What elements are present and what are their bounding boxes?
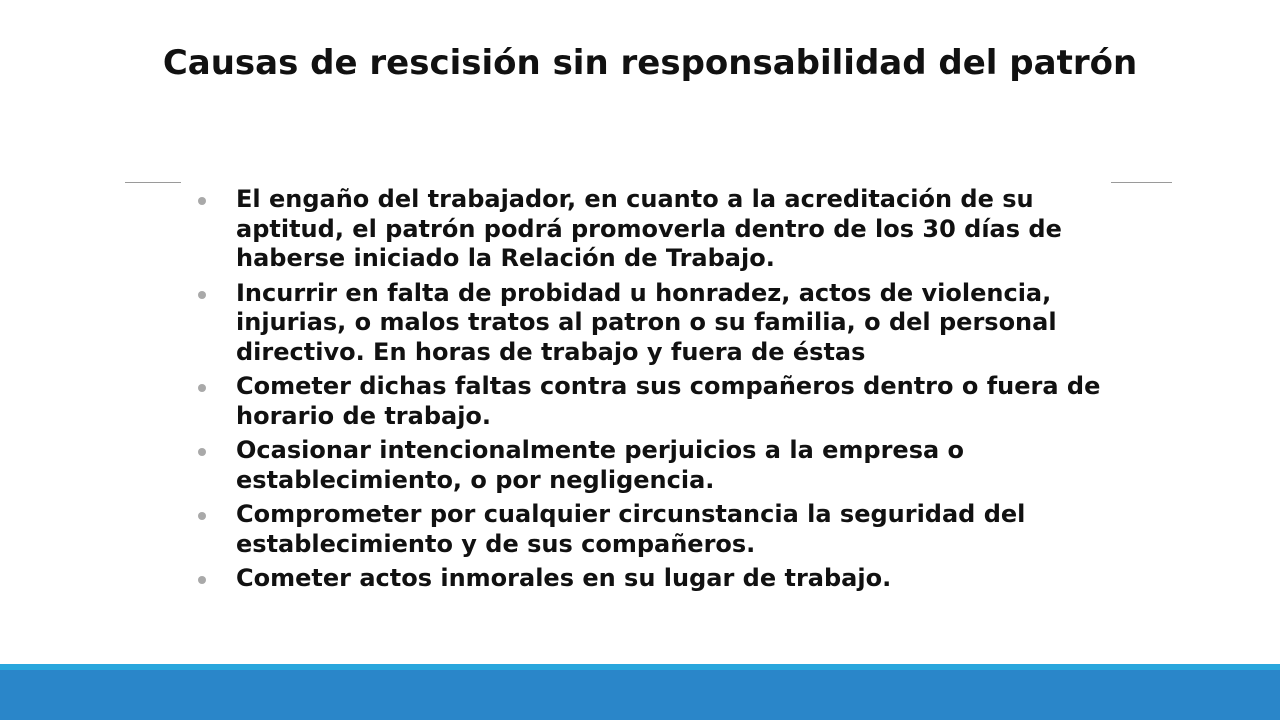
bullet-dot-icon [198,291,206,299]
bullet-text: El engaño del trabajador, en cuanto a la acreditación de su aptitud, el patrón podrá promoverla dentro de los 30 días de haberse iniciado la Relación de Trabajo. [236,185,1062,272]
bullet-text: Cometer actos inmorales en su lugar de trabajo. [236,564,892,592]
bullet-text: Incurrir en falta de probidad u honradez, actos de violencia, injurias, o malos tratos al patron o su familia, o del personal directivo. En horas de trabajo y fuera de éstas [236,278,1057,366]
divider-right [1111,182,1172,183]
footer-band [0,670,1280,720]
slide-title: Causas de rescisión sin responsabilidad del patrón [162,43,1138,83]
bullet-item [195,279,1115,368]
bullet-text: Ocasionar intencionalmente perjuicios a la empresa o establecimiento, o por negligencia. [236,436,965,494]
bullet-dot-icon [198,576,206,584]
bullet-item [195,372,1115,431]
bullet-dot-icon [198,197,206,205]
bullet-text: Comprometer por cualquier circunstancia la seguridad del establecimiento y de sus compañeros. [236,500,1026,558]
divider-left [125,182,181,183]
bullet-item [195,564,1115,594]
bullet-item [195,185,1115,274]
bullet-dot-icon [198,512,206,520]
bullet-text: Cometer dichas faltas contra sus compañeros dentro o fuera de horario de trabajo. [236,372,1101,430]
bullet-dot-icon [198,448,206,456]
bullet-item [195,500,1115,559]
bullet-item [195,436,1115,495]
bullet-dot-icon [198,384,206,392]
bullet-list [195,185,1115,599]
